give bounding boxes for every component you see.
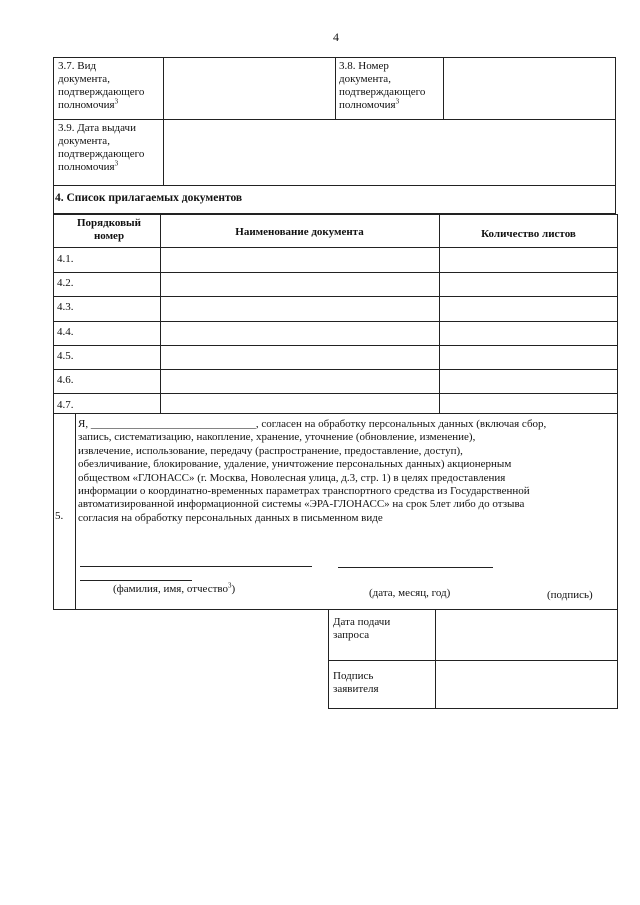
sign-line-date[interactable]	[338, 567, 493, 568]
attachments-table	[53, 214, 618, 414]
date-submitted-label: Дата подачи запроса	[333, 616, 391, 641]
sign-signature-label: (подпись)	[547, 589, 593, 601]
table-row: 4.3.	[57, 301, 74, 313]
table-row: 4.5.	[57, 350, 74, 362]
table-row: 4.1.	[57, 253, 74, 265]
consent-text: Я, ______________________________, согласен на обработку персональных данных (включая сбор, запись, систематизацию, накопление, хранение, уточнение (обновление, изменение), извлечение, использование, передачу (распространение, предоставление, доступ), обезличивание, блокирование, удаление, уничтожение персональных данных) акционерным обществом «ГЛОНАСС» (г. Москва, Новолесная улица, д.3, стр. 1) в целях предоставления информации о координатно-временных параметрах транспортного средства из Государственной автоматизированной информационной системы «ЭРА-ГЛОНАСС» на срок 5лет либо до отзыва согласия на обработку персональных данных в письменном виде	[78, 418, 547, 524]
sign-date-label: (дата, месяц, год)	[369, 587, 451, 599]
table-row: 4.2.	[57, 277, 74, 289]
page-number: 4	[333, 30, 339, 44]
sign-line-fio[interactable]	[80, 566, 312, 567]
field-3-9-value[interactable]	[165, 121, 614, 184]
field-3-7-label: 3.7. Вид документа, подтверждающего полномочия$^3$	[58, 60, 145, 111]
sign-fio-label: (фамилия, имя, отчество$^3$)	[113, 581, 236, 595]
field-3-7-value[interactable]	[165, 59, 333, 117]
applicant-signature-label: Подпись заявителя	[333, 670, 379, 695]
section-5-number: 5.	[55, 510, 64, 522]
date-submitted-value[interactable]	[437, 612, 616, 658]
table-row: 4.6.	[57, 374, 74, 386]
applicant-signature-value[interactable]	[437, 662, 616, 707]
field-3-8-value[interactable]	[445, 59, 614, 117]
sign-line-fio-2[interactable]	[80, 580, 192, 581]
field-3-9-label: 3.9. Дата выдачи документа, подтверждающего полномочия$^3$	[58, 122, 145, 173]
col-header-name: Наименование документа	[235, 226, 364, 238]
col-header-sheets: Количество листов	[481, 228, 576, 240]
table-row: 4.4.	[57, 326, 74, 338]
col-header-number: Порядковый номер	[77, 217, 141, 242]
table-row: 4.7.	[57, 399, 74, 411]
field-3-8-label: 3.8. Номер документа, подтверждающего полномочия$^3$	[339, 60, 426, 111]
section-4-title: 4. Список прилагаемых документов	[55, 192, 243, 204]
